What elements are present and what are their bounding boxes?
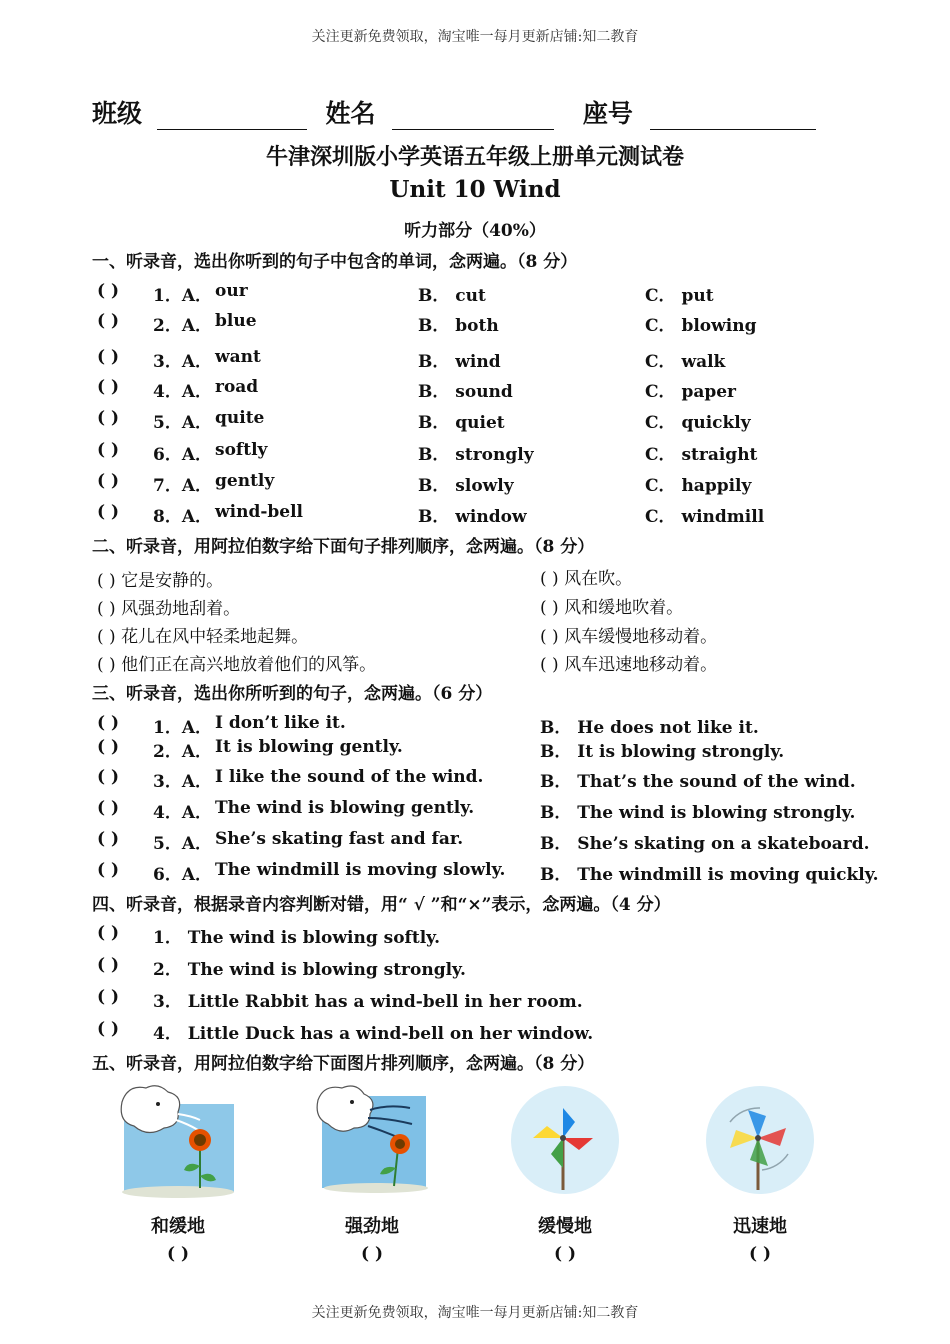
section2-left-item[interactable]: ( ) 花儿在风中轻柔地起舞。: [97, 627, 309, 647]
picture-answer-paren[interactable]: ( ): [166, 1244, 189, 1264]
answer-paren[interactable]: ( ): [97, 408, 120, 428]
option-c: C． straight: [645, 445, 758, 465]
answer-paren[interactable]: ( ): [97, 347, 120, 367]
option-a: She’s skating fast and far.: [215, 829, 464, 849]
answer-paren[interactable]: ( ): [97, 1019, 120, 1039]
option-b: B． The wind is blowing strongly.: [540, 803, 856, 823]
answer-paren[interactable]: ( ): [97, 860, 120, 880]
option-a: I like the sound of the wind.: [215, 767, 484, 787]
picture-answer-paren[interactable]: ( ): [553, 1244, 576, 1264]
option-a: want: [215, 347, 261, 367]
item-number: 3．A．: [153, 772, 213, 792]
gentle-wind-flower-icon: [118, 1082, 238, 1200]
picture-caption: 和缓地: [151, 1216, 205, 1237]
option-c: C． happily: [645, 476, 752, 496]
option-b: B． sound: [418, 382, 513, 402]
section1-heading: 一、听录音，选出你听到的句子中包含的单词，念两遍。（8 分）: [92, 252, 578, 272]
option-a: our: [215, 281, 248, 301]
section2-left-item[interactable]: ( ) 风强劲地刮着。: [97, 599, 241, 619]
answer-paren[interactable]: ( ): [97, 829, 120, 849]
item-number: 8．A．: [153, 507, 213, 527]
page-subtitle: Unit 10 Wind: [389, 176, 561, 203]
option-a: It is blowing gently.: [215, 737, 403, 757]
seat-blank[interactable]: [650, 107, 816, 130]
answer-paren[interactable]: ( ): [97, 798, 120, 818]
option-b: B． cut: [418, 286, 486, 306]
statement: 3． Little Rabbit has a wind-bell in her room.: [153, 992, 583, 1012]
listening-part: 听力部分（40%）: [404, 221, 546, 241]
name-blank[interactable]: [392, 107, 554, 130]
option-a: gently: [215, 471, 275, 491]
answer-paren[interactable]: ( ): [97, 987, 120, 1007]
section2-left-item[interactable]: ( ) 他们正在高兴地放着他们的风筝。: [97, 655, 377, 675]
section2-left-item[interactable]: ( ) 它是安静的。: [97, 571, 224, 591]
option-a: blue: [215, 311, 257, 331]
item-number: 1．A．: [153, 286, 213, 306]
option-b: B． slowly: [418, 476, 514, 496]
option-b: B． window: [418, 507, 527, 527]
answer-paren[interactable]: ( ): [97, 737, 120, 757]
strong-wind-flower-icon: [312, 1082, 432, 1200]
option-b: B． strongly: [418, 445, 534, 465]
option-c: C． windmill: [645, 507, 765, 527]
answer-paren[interactable]: ( ): [97, 923, 120, 943]
answer-paren[interactable]: ( ): [97, 713, 120, 733]
answer-paren[interactable]: ( ): [97, 502, 120, 522]
answer-paren[interactable]: ( ): [97, 311, 120, 331]
answer-paren[interactable]: ( ): [97, 377, 120, 397]
section2-heading: 二、听录音，用阿拉伯数字给下面句子排列顺序，念两遍。（8 分）: [92, 537, 595, 557]
statement: 4． Little Duck has a wind-bell on her window.: [153, 1024, 594, 1044]
item-number: 2．A．: [153, 742, 213, 762]
section2-right-item[interactable]: ( ) 风车迅速地移动着。: [540, 655, 718, 675]
option-c: C． quickly: [645, 413, 751, 433]
slow-windmill-picture: [505, 1082, 625, 1200]
option-b: B． wind: [418, 352, 501, 372]
answer-paren[interactable]: ( ): [97, 955, 120, 975]
page-title: 牛津深圳版小学英语五年级上册单元测试卷: [265, 144, 684, 170]
section2-right-item[interactable]: ( ) 风车缓慢地移动着。: [540, 627, 718, 647]
option-a: The wind is blowing gently.: [215, 798, 475, 818]
option-c: C． walk: [645, 352, 726, 372]
fast-windmill-picture: [700, 1082, 820, 1200]
section2-right-item[interactable]: ( ) 风在吹。: [540, 569, 633, 589]
section5-heading: 五、听录音，用阿拉伯数字给下面图片排列顺序，念两遍。（8 分）: [92, 1054, 595, 1074]
option-c: C． paper: [645, 382, 737, 402]
option-c: C． put: [645, 286, 714, 306]
picture-caption: 缓慢地: [538, 1216, 592, 1237]
fast-pinwheel-icon: [700, 1082, 820, 1200]
section2-right-item[interactable]: ( ) 风和缓地吹着。: [540, 598, 684, 618]
option-a: The windmill is moving slowly.: [215, 860, 506, 880]
item-number: 1．A．: [153, 718, 213, 738]
section4-heading: 四、听录音，根据录音内容判断对错，用“ √ ”和“×”表示，念两遍。（4 分）: [92, 895, 671, 915]
option-a: road: [215, 377, 259, 397]
class-label: 班级: [92, 99, 143, 128]
student-fields: [92, 94, 816, 130]
picture-caption: 强劲地: [345, 1216, 399, 1237]
statement: 2． The wind is blowing strongly.: [153, 960, 466, 980]
section3-heading: 三、听录音，选出你所听到的句子，念两遍。（6 分）: [92, 684, 493, 704]
item-number: 5．A．: [153, 413, 213, 433]
picture-answer-paren[interactable]: ( ): [748, 1244, 771, 1264]
item-number: 3．A．: [153, 352, 213, 372]
seat-label: 座号: [582, 99, 633, 128]
item-number: 5．A．: [153, 834, 213, 854]
item-number: 6．A．: [153, 865, 213, 885]
option-a: wind-bell: [215, 502, 304, 522]
option-a: softly: [215, 440, 268, 460]
option-c: C． blowing: [645, 316, 757, 336]
item-number: 4．A．: [153, 803, 213, 823]
option-a: I don’t like it.: [215, 713, 346, 733]
slow-pinwheel-icon: [505, 1082, 625, 1200]
option-b: B． both: [418, 316, 499, 336]
gentle-wind-picture: [118, 1082, 238, 1200]
option-a: quite: [215, 408, 265, 428]
option-b: B． He does not like it.: [540, 718, 759, 738]
answer-paren[interactable]: ( ): [97, 281, 120, 301]
strong-wind-picture: [312, 1082, 432, 1200]
option-b: B． She’s skating on a skateboard.: [540, 834, 870, 854]
item-number: 4．A．: [153, 382, 213, 402]
class-blank[interactable]: [157, 107, 307, 130]
picture-caption: 迅速地: [733, 1216, 787, 1237]
header-note: 关注更新免费领取，淘宝唯一每月更新店铺:知二教育: [311, 29, 639, 45]
statement: 1． The wind is blowing softly.: [153, 928, 441, 948]
option-b: B． It is blowing strongly.: [540, 742, 785, 762]
footer-note: 关注更新免费领取，淘宝唯一每月更新店铺:知二教育: [311, 1305, 639, 1321]
answer-paren[interactable]: ( ): [97, 471, 120, 491]
option-b: B． The windmill is moving quickly.: [540, 865, 879, 885]
answer-paren[interactable]: ( ): [97, 767, 120, 787]
option-b: B． That’s the sound of the wind.: [540, 772, 856, 792]
name-label: 姓名: [325, 99, 376, 128]
item-number: 6．A．: [153, 445, 213, 465]
item-number: 2．A．: [153, 316, 213, 336]
answer-paren[interactable]: ( ): [97, 440, 120, 460]
option-b: B． quiet: [418, 413, 505, 433]
item-number: 7．A．: [153, 476, 213, 496]
picture-answer-paren[interactable]: ( ): [360, 1244, 383, 1264]
